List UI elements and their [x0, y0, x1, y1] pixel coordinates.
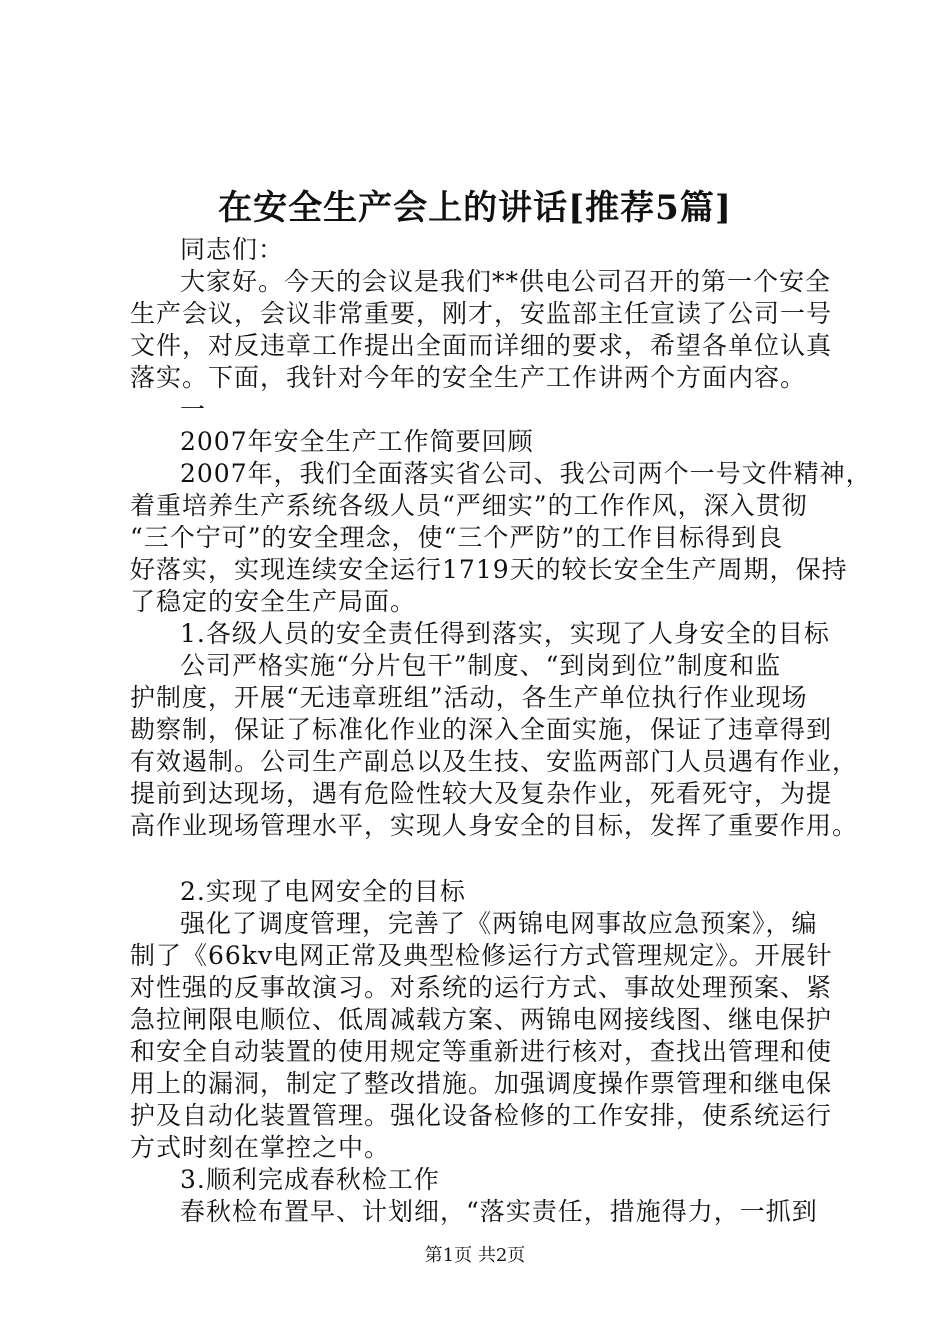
paragraph-gap [130, 842, 830, 876]
paragraph-line: 公司严格实施“分片包干”制度、“到岗到位”制度和监 [180, 651, 782, 680]
salutation: 同志们： [180, 235, 285, 264]
paragraph-line: 强化了调度管理，完善了《两锦电网事故应急预案》，编 [180, 909, 818, 938]
paragraph-line: 大家好。今天的会议是我们**供电公司召开的第一个安全 [180, 267, 832, 296]
paragraph-line: 文件，对反违章工作提出全面而详细的要求，希望各单位认真 [130, 331, 833, 360]
paragraph-line: 落实。下面，我针对今年的安全生产工作讲两个方面内容。 [130, 363, 807, 392]
paragraph-line: 制了《66kv电网正常及典型检修运行方式管理规定》。开展针 [130, 941, 833, 970]
paragraph-line: 护制度，开展“无违章班组”活动，各生产单位执行作业现场 [130, 683, 808, 712]
section-number: 一 [180, 395, 207, 424]
paragraph-line: “三个宁可”的安全理念，使“三个严防”的工作目标得到良 [130, 523, 784, 552]
paragraph-line: 勘察制，保证了标准化作业的深入全面实施，保证了违章得到 [130, 715, 833, 744]
paragraph-line: 护及自动化装置管理。强化设备检修的工作安排，使系统运行 [130, 1101, 833, 1130]
paragraph-line: 有效遏制。公司生产副总以及生技、安监两部门人员遇有作业， [130, 747, 859, 776]
document-title: 在安全生产会上的讲话[推荐5篇] [218, 188, 732, 228]
paragraph-line: 急拉闸限电顺位、低周减载方案、两锦电网接线图、继电保护 [130, 1005, 833, 1034]
subsection-heading: 1.各级人员的安全责任得到落实，实现了人身安全的目标 [180, 619, 830, 648]
paragraph-line: 对性强的反事故演习。对系统的运行方式、事故处理预案、紧 [130, 973, 833, 1002]
subsection-heading: 2.实现了电网安全的目标 [180, 877, 466, 906]
paragraph-line: 用上的漏洞，制定了整改措施。加强调度操作票管理和继电保 [130, 1069, 833, 1098]
subsection-heading: 3.顺利完成春秋检工作 [180, 1165, 440, 1194]
section-heading: 2007年安全生产工作简要回顾 [180, 427, 534, 456]
paragraph-line: 提前到达现场，遇有危险性较大及复杂作业，死看死守，为提 [130, 779, 833, 808]
paragraph-line: 好落实，实现连续安全运行1719天的较长安全生产周期，保持 [130, 555, 848, 584]
paragraph-line: 和安全自动装置的使用规定等重新进行核对，查找出管理和使 [130, 1037, 833, 1066]
page-footer: 第1页 共2页 [424, 1245, 526, 1266]
paragraph-line: 生产会议，会议非常重要，刚才，安监部主任宣读了公司一号 [130, 299, 833, 328]
paragraph-line: 着重培养生产系统各级人员“严细实”的工作作风，深入贯彻 [130, 491, 808, 520]
document-body [130, 234, 872, 1228]
paragraph-line: 方式时刻在掌控之中。 [130, 1133, 391, 1162]
paragraph-line: 了稳定的安全生产局面。 [130, 587, 417, 616]
paragraph-line: 2007年，我们全面落实省公司、我公司两个一号文件精神， [180, 459, 872, 488]
paragraph-line: 春秋检布置早、计划细，“落实责任，措施得力，一抓到 [180, 1197, 818, 1226]
paragraph-line: 高作业现场管理水平，实现人身安全的目标，发挥了重要作用。 [130, 811, 859, 840]
